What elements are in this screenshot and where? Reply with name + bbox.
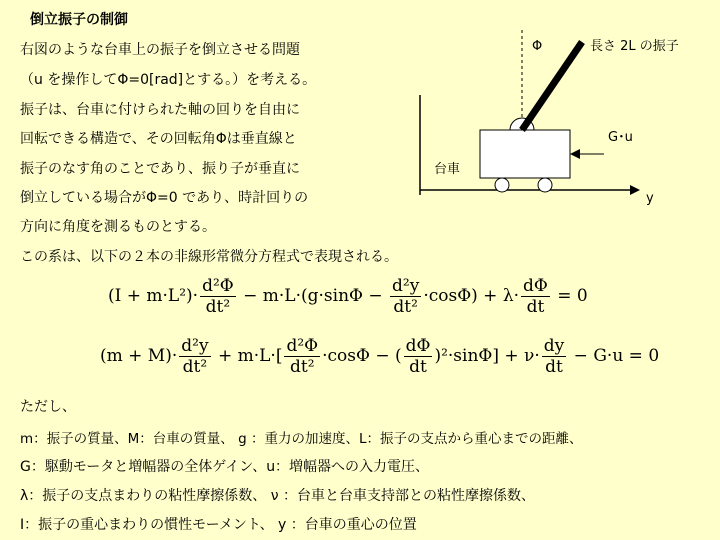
eq1-frac-dphi: $\frac{d\Phi}{dt}$ bbox=[523, 276, 548, 317]
force-label: G･u bbox=[608, 130, 633, 145]
pendulum-rod bbox=[522, 42, 582, 130]
pendulum-diagram bbox=[400, 30, 710, 220]
eq1-term2: − m·L·(g·sinΦ − bbox=[237, 286, 389, 306]
force-arrowhead bbox=[570, 149, 580, 159]
eq1-term3: ·cosΦ) + λ· bbox=[423, 286, 520, 306]
intro-line-1: 右図のような台車上の振子を倒立させる問題 bbox=[20, 42, 300, 58]
eq1-term4: = 0 bbox=[551, 286, 588, 306]
eq2-frac-dphi: $\frac{d\Phi}{dt}$ bbox=[405, 336, 431, 377]
intro-line-8: この系は、以下の２本の非線形常微分方程式で表現される。 bbox=[20, 249, 398, 265]
phi-label: Φ bbox=[532, 39, 543, 54]
eq2-frac-d2y: $\frac{\text{d²y}}{\text{dt²}}$ bbox=[181, 336, 209, 377]
eq2-term5: − G·u = 0 bbox=[568, 346, 660, 366]
equation-2 bbox=[100, 336, 659, 377]
eq2-term4: )²·sinΦ] + ν· bbox=[434, 346, 540, 366]
eq2-term2: + m·L·[ bbox=[212, 346, 283, 366]
intro-line-3: 振子は、台車に付けられた軸の回りを自由に bbox=[20, 102, 300, 118]
tadashi-text: ただし、 bbox=[20, 399, 76, 415]
eq1-frac-d2y: $\frac{\text{d²y}}{\text{dt²}}$ bbox=[392, 276, 420, 317]
intro-line-2: （u を操作してΦ=0[rad]とする。）を考える。 bbox=[20, 72, 317, 88]
eq2-frac-d2phi: $\frac{\text{d²Φ}}{\text{dt²}}$ bbox=[286, 336, 319, 377]
intro-line-6: 倒立している場合がΦ=0 であり、時計回りの bbox=[20, 190, 309, 206]
page-title: 倒立振子の制御 bbox=[30, 12, 128, 28]
eq1-term1: (I + m·L²)· bbox=[108, 286, 199, 306]
intro-line-7: 方向に角度を測るものとする。 bbox=[20, 219, 216, 235]
definition-line-4: I：振子の重心まわりの慣性モーメント、 y ：台車の重心の位置 bbox=[20, 517, 417, 533]
pendulum-label: 長さ 2L の振子 bbox=[590, 39, 679, 54]
definition-line-3: λ：振子の支点まわりの粘性摩擦係数、 ν ：台車と台車支持部との粘性摩擦係数、 bbox=[20, 488, 536, 504]
cart-wheel-left bbox=[495, 178, 509, 192]
cart-wheel-right bbox=[538, 178, 552, 192]
eq2-frac-dy: $\frac{dy}{dt}$ bbox=[543, 336, 565, 377]
cart-label: 台車 bbox=[434, 162, 461, 177]
eq2-term1: (m + M)· bbox=[100, 346, 178, 366]
definition-line-2: G：駆動モータと増幅器の全体ゲイン、u：増幅器への入力電圧、 bbox=[20, 459, 430, 475]
axis-arrowhead bbox=[630, 185, 640, 195]
intro-line-5: 振子のなす角のことであり、振り子が垂直に bbox=[20, 161, 300, 177]
eq1-frac-d2phi: $\frac{\text{d²Φ}}{\text{dt²}}$ bbox=[202, 276, 234, 317]
axis-label: y bbox=[646, 191, 654, 206]
definition-line-1: m：振子の質量、M：台車の質量、 g ：重力の加速度、L：振子の支点から重心までの距離、 bbox=[20, 431, 583, 447]
equation-1 bbox=[108, 276, 588, 317]
intro-line-4: 回転できる構造で、その回転角Φは垂直線と bbox=[20, 131, 297, 147]
eq2-term3: ·cosΦ − ( bbox=[322, 346, 402, 366]
cart bbox=[480, 130, 570, 178]
